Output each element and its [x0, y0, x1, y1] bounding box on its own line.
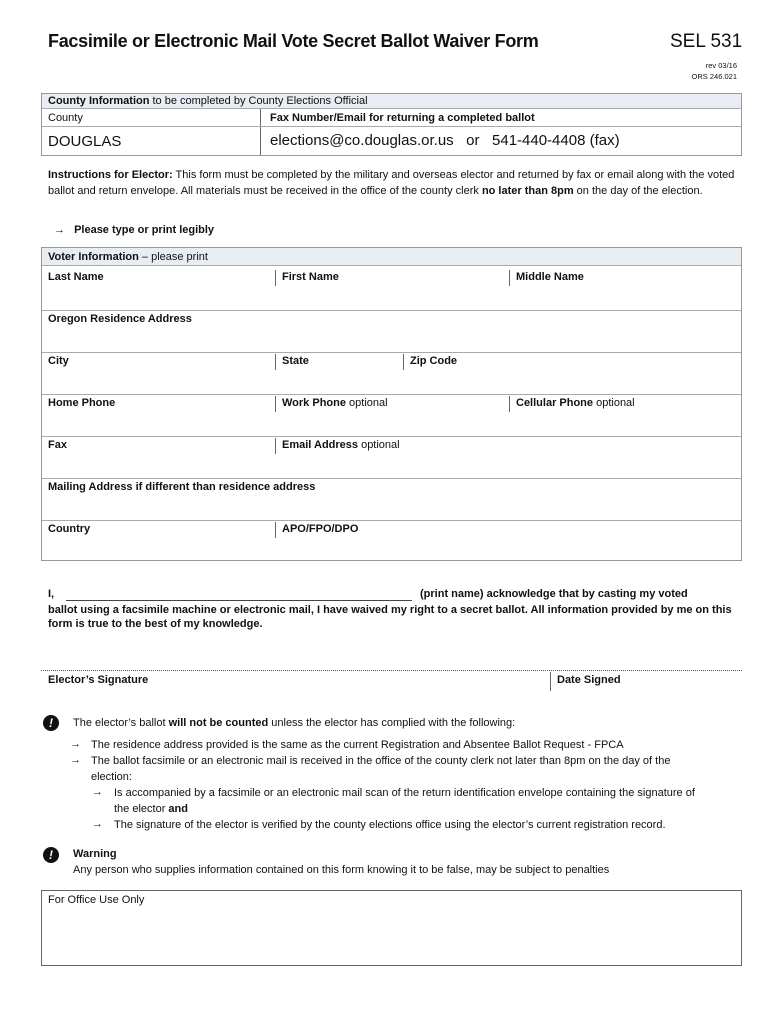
- cell-phone-field[interactable]: Cellular Phone optional: [516, 397, 635, 409]
- county-value: DOUGLAS: [48, 133, 122, 150]
- ack-line2: ballot using a facsimile machine or electronic mail, I have waived my right to a secret ballot. All information provided by me on this: [48, 604, 732, 616]
- ack-line3: form is true to the best of my knowledge.: [48, 618, 263, 630]
- ack-i: I,: [48, 588, 55, 600]
- arrow-icon: →: [70, 738, 81, 750]
- warning-title: Warning: [73, 848, 117, 860]
- country-field[interactable]: Country: [48, 523, 91, 535]
- state-field[interactable]: State: [282, 355, 309, 367]
- office-use-box: [41, 890, 742, 966]
- office-use-label: For Office Use Only: [48, 894, 145, 906]
- county-info-heading: County Information to be completed by County Elections Official: [42, 94, 741, 109]
- print-name-line[interactable]: [66, 600, 412, 601]
- revision-date: rev 03/16: [705, 61, 737, 70]
- email-field[interactable]: Email Address optional: [282, 439, 400, 451]
- arrow-icon: →: [70, 754, 81, 766]
- date-signed-field[interactable]: Date Signed: [557, 674, 621, 686]
- contact-value: elections@co.douglas.or.us or 541-440-4408 (fax): [270, 132, 620, 149]
- condition-item-2: The ballot facsimile or an electronic mail is received in the office of the county clerk not later than 8pm on the day of the election:: [91, 755, 671, 783]
- conditions-intro: The elector’s ballot will not be counted unless the elector has complied with the following:: [73, 717, 516, 729]
- voter-info-heading: Voter Information – please print: [42, 248, 741, 266]
- work-phone-field[interactable]: Work Phone optional: [282, 397, 388, 409]
- warning-text: Any person who supplies information contained on this form knowing it to be false, may be subject to penalties: [73, 864, 610, 876]
- county-info-box: [41, 93, 742, 156]
- apo-fpo-dpo-field[interactable]: APO/FPO/DPO: [282, 523, 359, 535]
- instructions: Instructions for Elector: This form must be completed by the military and overseas elector and returned by fax or email along with the voted ballot and return envelope. All materials must be received in the office of the county clerk no later than 8pm on the day of the election.: [48, 169, 735, 197]
- county-label: County: [48, 112, 83, 124]
- condition-item-1: The residence address provided is the same as the current Registration and Absentee Ballot Request - FPCA: [91, 739, 624, 751]
- home-phone-field[interactable]: Home Phone: [48, 397, 116, 409]
- form-title: Facsimile or Electronic Mail Vote Secret Ballot Waiver Form: [48, 31, 539, 51]
- arrow-icon: →: [92, 786, 103, 798]
- arrow-icon: →: [92, 818, 103, 830]
- signature-line: [41, 670, 742, 671]
- fax-email-label: Fax Number/Email for returning a completed ballot: [270, 112, 535, 124]
- print-note: → Please type or print legibly: [54, 224, 215, 236]
- alert-icon: !: [43, 715, 59, 731]
- city-field[interactable]: City: [48, 355, 69, 367]
- residence-address-field[interactable]: Oregon Residence Address: [48, 313, 192, 325]
- mailing-address-field[interactable]: Mailing Address if different than residence address: [48, 481, 316, 493]
- ors-reference: ORS 246.021: [691, 72, 737, 81]
- middle-name-field[interactable]: Middle Name: [516, 271, 584, 283]
- elector-signature-field[interactable]: Elector’s Signature: [48, 674, 149, 686]
- last-name-field[interactable]: Last Name: [48, 271, 104, 283]
- zip-code-field[interactable]: Zip Code: [410, 355, 458, 367]
- fax-field[interactable]: Fax: [48, 439, 67, 451]
- arrow-icon: →: [54, 224, 65, 236]
- warning-icon: !: [43, 847, 59, 863]
- voter-info-box: [41, 247, 742, 561]
- condition-sub-1: Is accompanied by a facsimile or an electronic mail scan of the return identification envelope containing the signature of the elector and: [114, 787, 695, 815]
- ack-line1: (print name) acknowledge that by casting my voted: [420, 588, 688, 600]
- first-name-field[interactable]: First Name: [282, 271, 339, 283]
- revision-info: [692, 60, 737, 82]
- condition-sub-2: The signature of the elector is verified by the county elections office using the elector’s current registration record.: [114, 819, 666, 831]
- form-id: SEL 531: [670, 31, 743, 52]
